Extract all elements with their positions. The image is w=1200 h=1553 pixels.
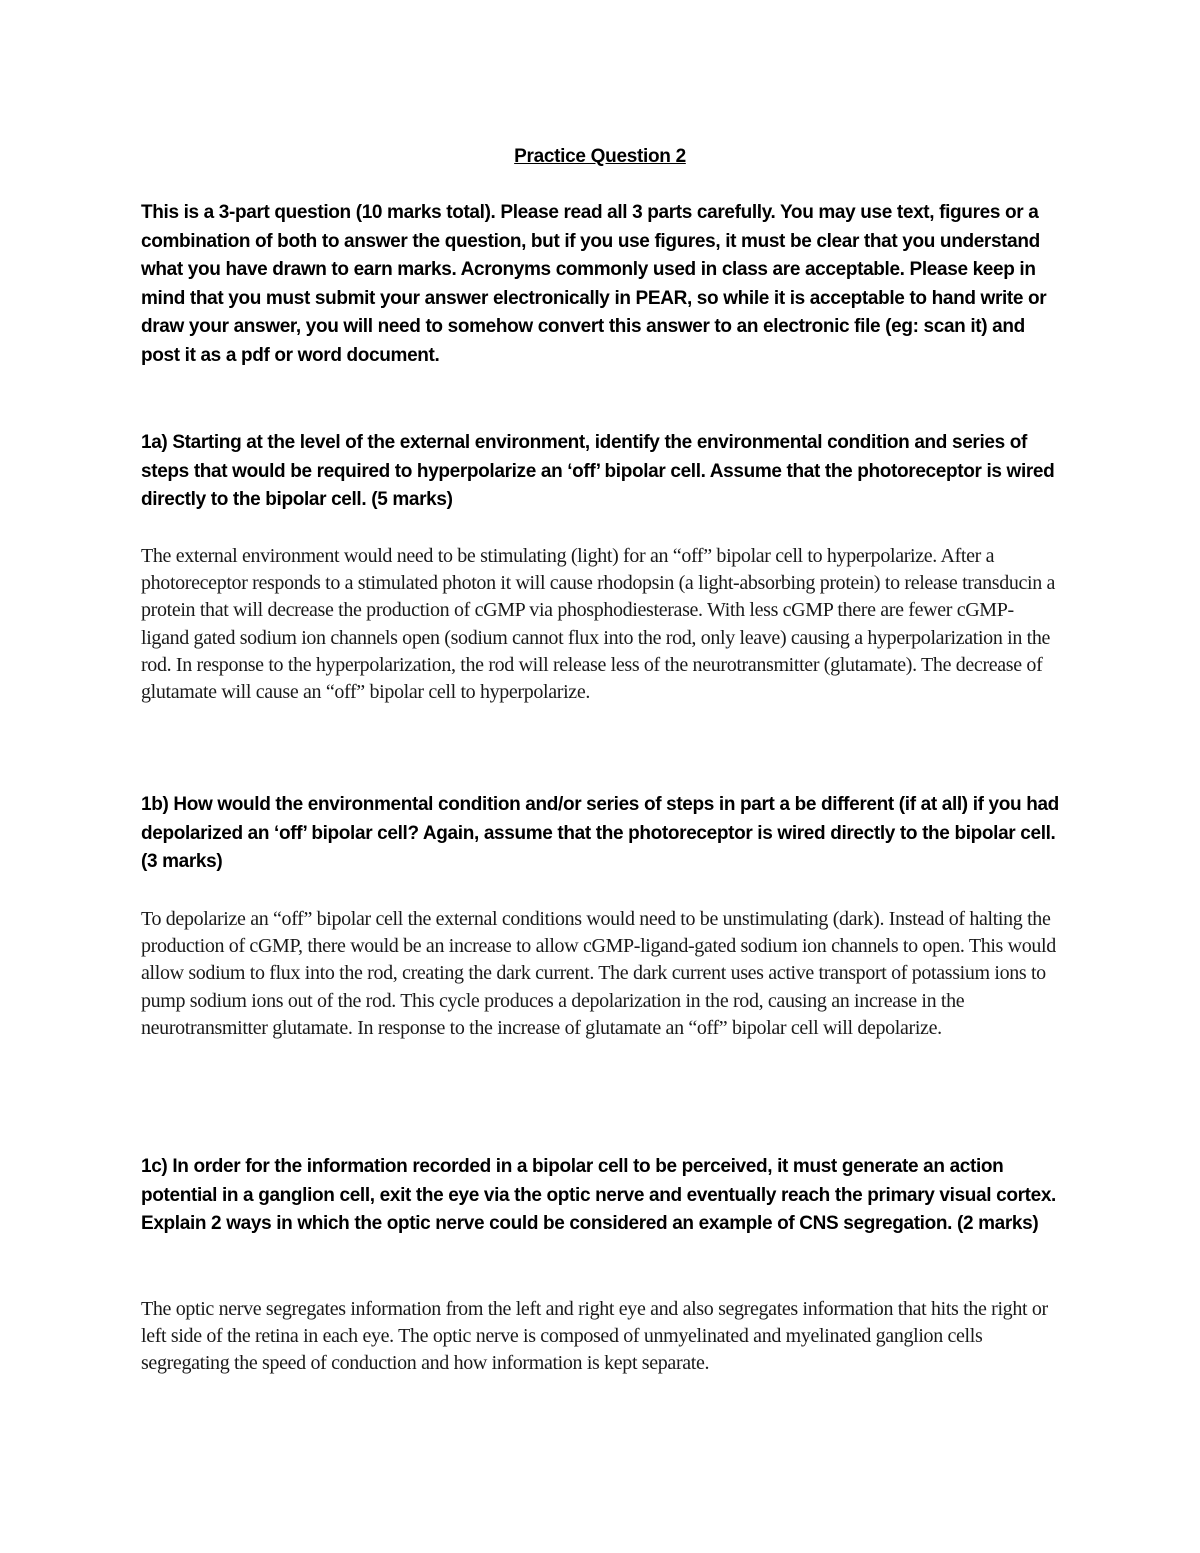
instructions-paragraph: This is a 3-part question (10 marks total). Please read all 3 parts carefully. You may use text, figures or a combination of both to answer the question, but if you use figures, it must be clear that you understand what you have drawn to earn marks. Acronyms commonly used in class are acceptable. Please keep in mind that you must submit your answer electronically in PEAR, so while it is acceptable to hand write or draw your answer, you will need to somehow convert this answer to an electronic file (eg: scan it) and post it as a pdf or word document.: [141, 202, 1047, 366]
answer-1a: The external environment would need to be stimulating (light) for an “off” bipolar cell to hyperpolarize. After a photoreceptor responds to a stimulated photon it will cause rhodopsin (a light-absorbing protein) to release transducin a protein that will decrease the production of cGMP via phosphodiesterase. With less cGMP there are fewer cGMP-ligand gated sodium ion channels open (sodium cannot flux into the rod, only leave) causing a hyperpolarization in the rod. In response to the hyperpolarization, the rod will release less of the neurotransmitter (glutamate). The decrease of glutamate will cause an “off” bipolar cell to hyperpolarize.: [141, 545, 1056, 704]
page-title: Practice Question 2: [514, 146, 686, 167]
question-1b: 1b) How would the environmental condition and/or series of steps in part a be different (if at all) if you had depolarized an ‘off’ bipolar cell? Again, assume that the photoreceptor is wired directly to the bipolar cell. (3 marks): [141, 794, 1059, 873]
answer-1c: The optic nerve segregates information from the left and right eye and also segregates information that hits the right or left side of the retina in each eye. The optic nerve is composed of unmyelinated and myelinated ganglion cells segregating the speed of conduction and how information is kept separate.: [141, 1298, 1048, 1375]
answer-1b: To depolarize an “off” bipolar cell the external conditions would need to be unstimulating (dark). Instead of halting the production of cGMP, there would be an increase to allow cGMP-ligand-gated sodium ion channels to open. This would allow sodium to flux into the rod, creating the dark current. The dark current uses active transport of potassium ions to pump sodium ions out of the rod. This cycle produces a depolarization in the rod, causing an increase in the neurotransmitter glutamate. In response to the increase of glutamate an “off” bipolar cell will depolarize.: [141, 908, 1056, 1039]
question-1c: 1c) In order for the information recorded in a bipolar cell to be perceived, it must generate an action potential in a ganglion cell, exit the eye via the optic nerve and eventually reach the primary visual cortex. Explain 2 ways in which the optic nerve could be considered an example of CNS segregation. (2 marks): [141, 1156, 1056, 1235]
question-1a: 1a) Starting at the level of the external environment, identify the environmental condition and series of steps that would be required to hyperpolarize an ‘off’ bipolar cell. Assume that the photoreceptor is wired directly to the bipolar cell. (5 marks): [141, 432, 1055, 511]
